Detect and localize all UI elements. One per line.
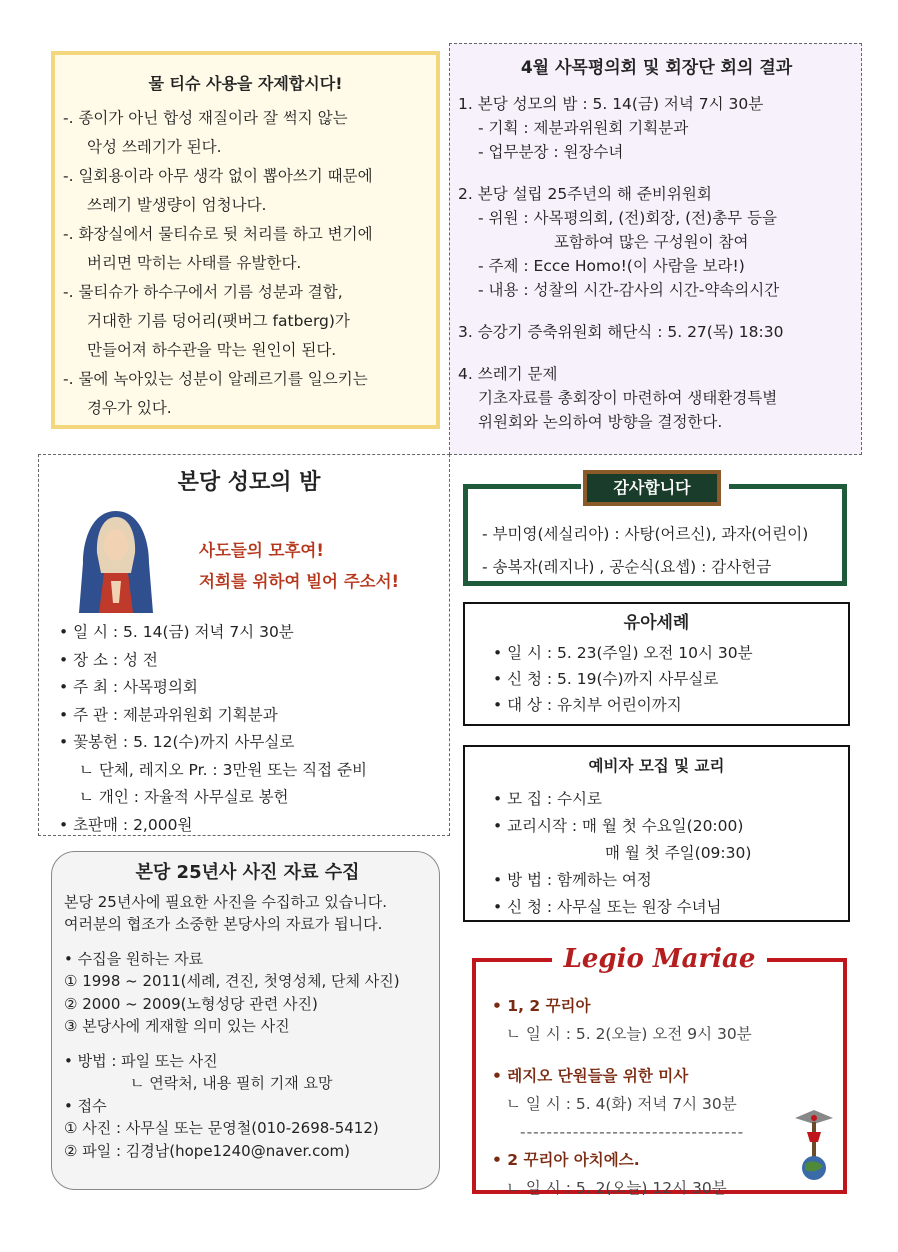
mary-detail: • 장 소 : 성 전 — [59, 650, 158, 669]
infant-title: 유아세례 — [623, 613, 690, 633]
photos-intro: 여러분의 협조가 소중한 본당사의 자료가 됩니다. — [64, 915, 383, 933]
thanks-list — [482, 518, 808, 584]
council-sub: 포함하여 많은 구성원이 참여 — [554, 233, 749, 251]
photos-wanted-item: ① 1998 ~ 2011(세례, 견진, 첫영성체, 단체 사진) — [64, 972, 400, 990]
legion-emblem-icon — [791, 1104, 837, 1184]
infant-item: • 신 청 : 5. 19(수)까지 사무실로 — [493, 670, 719, 688]
prayer-line-2: 저희를 위하여 빌어 주소서! — [199, 572, 400, 591]
legio-list — [492, 992, 752, 1202]
cate-sub: 매 월 첫 주일(09:30) — [605, 844, 752, 862]
mary-night — [38, 454, 450, 836]
photos-receive-item: ② 파일 : 김경남(hope1240@naver.com) — [64, 1141, 350, 1160]
council-sub: - 주제 : Ecce Homo!(이 사람을 보라!) — [478, 257, 745, 275]
cate-title: 예비자 모집 및 교리 — [588, 757, 725, 775]
council-sub: - 내용 : 성찰의 시간-감사의 시간-약속의시간 — [478, 281, 780, 299]
legio-head: • 1, 2 꾸리아 — [492, 997, 591, 1015]
council-sub: - 위원 : 사목평의회, (전)회장, (전)총무 등을 — [478, 209, 778, 227]
tissue-item-cont: 버리면 막히는 사태를 유발한다. — [87, 254, 302, 272]
photos-method-note: ㄴ 연락처, 내용 필히 기재 요망 — [130, 1074, 333, 1092]
photo-collection — [51, 851, 440, 1190]
photos-receive-title: • 접수 — [64, 1096, 107, 1115]
mary-detail: • 주 최 : 사목평의회 — [59, 678, 198, 696]
tissue-item: -. 물에 녹아있는 성분이 알레르기를 일으키는 — [63, 370, 368, 388]
thanks-title: 감사합니다 — [583, 470, 721, 506]
council-sub: - 기획 : 제분과위원회 기획분과 — [478, 119, 689, 137]
thanks-item: - 송복자(레지나) , 공순식(요셉) : 감사헌금 — [482, 558, 772, 576]
tissue-item-cont: 만들어져 하수관을 막는 원인이 된다. — [87, 341, 337, 359]
virgin-mary-image — [75, 503, 157, 613]
mary-details — [59, 619, 367, 839]
tissue-notice — [51, 51, 440, 429]
tissue-item: -. 물티슈가 하수구에서 기름 성분과 결합, — [63, 283, 343, 301]
council-sub: 위원회와 논의하여 방향을 결정한다. — [478, 413, 723, 431]
council-item: 1. 본당 성모의 밤 : 5. 14(금) 저녁 7시 30분 — [458, 95, 764, 113]
mary-detail: • 꽃봉헌 : 5. 12(수)까지 사무실로 — [59, 733, 295, 751]
photos-wanted-item: ② 2000 ~ 2009(노형성당 관련 사진) — [64, 994, 318, 1013]
tissue-item-cont: 경우가 있다. — [87, 399, 172, 417]
council-sub: 기초자료를 총회장이 마련하여 생태환경특별 — [478, 389, 778, 407]
infant-item: • 일 시 : 5. 23(주일) 오전 10시 30분 — [493, 644, 753, 662]
council-item: 3. 승강기 증축위원회 해단식 : 5. 27(목) 18:30 — [458, 323, 784, 341]
tissue-item: -. 종이가 아닌 합성 재질이라 잘 썩지 않는 — [63, 109, 348, 127]
thanks-item: - 부미영(세실리아) : 사탕(어르신), 과자(어린이) — [482, 525, 809, 543]
infant-item: • 대 상 : 유치부 어린이까지 — [493, 696, 682, 714]
legio-mariae-box — [472, 944, 847, 1197]
photos-intro: 본당 25년사에 필요한 사진을 수집하고 있습니다. — [64, 892, 388, 911]
cate-item: • 방 법 : 함께하는 여정 — [493, 871, 652, 889]
cate-item: • 모 집 : 수시로 — [493, 790, 602, 808]
photos-receive-item: ① 사진 : 사무실 또는 문영철(010-2698-5412) — [64, 1119, 379, 1137]
legio-time: ㄴ 일 시 : 5. 2(오늘) 오전 9시 30분 — [506, 1025, 752, 1043]
mary-detail: • 초판매 : 2,000원 — [59, 815, 193, 834]
legio-divider: ---------------------------------- — [520, 1123, 745, 1141]
prayer-line-1: 사도들의 모후여! — [199, 541, 324, 560]
mary-detail: ㄴ 개인 : 자율적 사무실로 봉헌 — [79, 788, 289, 806]
mary-title: 본당 성모의 밤 — [177, 470, 321, 495]
cate-item: • 신 청 : 사무실 또는 원장 수녀님 — [493, 898, 722, 916]
legio-time: ㄴ 일 시 : 5. 4(화) 저녁 7시 30분 — [506, 1095, 737, 1113]
council-sub: - 업무분장 : 원장수녀 — [478, 143, 624, 161]
mary-detail: • 일 시 : 5. 14(금) 저녁 7시 30분 — [59, 623, 294, 641]
tissue-item-cont: 쓰레기 발생량이 엄청나다. — [87, 196, 267, 214]
catechumen-box — [463, 745, 850, 922]
thanks-box — [463, 478, 847, 586]
photos-method: • 방법 : 파일 또는 사진 — [64, 1051, 218, 1070]
legio-time: ㄴ 일 시 : 5. 2(오늘) 12시 30분 — [506, 1179, 727, 1197]
legio-head: • 레지오 단원들을 위한 미사 — [492, 1067, 689, 1085]
council-item: 2. 본당 설립 25주년의 해 준비위원회 — [458, 185, 712, 203]
council-title: 4월 사목평의회 및 회장단 회의 결과 — [520, 58, 793, 78]
mary-prayer — [199, 535, 399, 597]
mary-detail: ㄴ 단체, 레지오 Pr. : 3만원 또는 직접 준비 — [79, 760, 368, 779]
infant-baptism — [463, 602, 850, 726]
legio-head: • 2 꾸리아 아치에스. — [492, 1151, 640, 1169]
tissue-item-cont: 악성 쓰레기가 된다. — [87, 138, 222, 156]
tissue-title: 물 티슈 사용을 자제합시다! — [148, 74, 343, 93]
photos-title: 본당 25년사 사진 자료 수집 — [135, 862, 360, 883]
council-item: 4. 쓰레기 문제 — [458, 365, 558, 383]
council-results — [449, 43, 862, 455]
legio-logo: Legio Mariae — [563, 944, 756, 974]
cate-item: • 교리시작 : 매 월 첫 수요일(20:00) — [493, 817, 744, 835]
tissue-item: -. 화장실에서 물티슈로 뒷 처리를 하고 변기에 — [63, 225, 373, 243]
photos-wanted-title: • 수집을 원하는 자료 — [64, 949, 204, 968]
photos-wanted-item: ③ 본당사에 게재할 의미 있는 사진 — [64, 1017, 290, 1035]
tissue-item-cont: 거대한 기름 덩어리(팻버그 fatberg)가 — [87, 312, 350, 330]
mary-detail: • 주 관 : 제분과위원회 기획분과 — [59, 705, 278, 724]
tissue-item: -. 일회용이라 아무 생각 없이 뽑아쓰기 때문에 — [63, 167, 373, 185]
